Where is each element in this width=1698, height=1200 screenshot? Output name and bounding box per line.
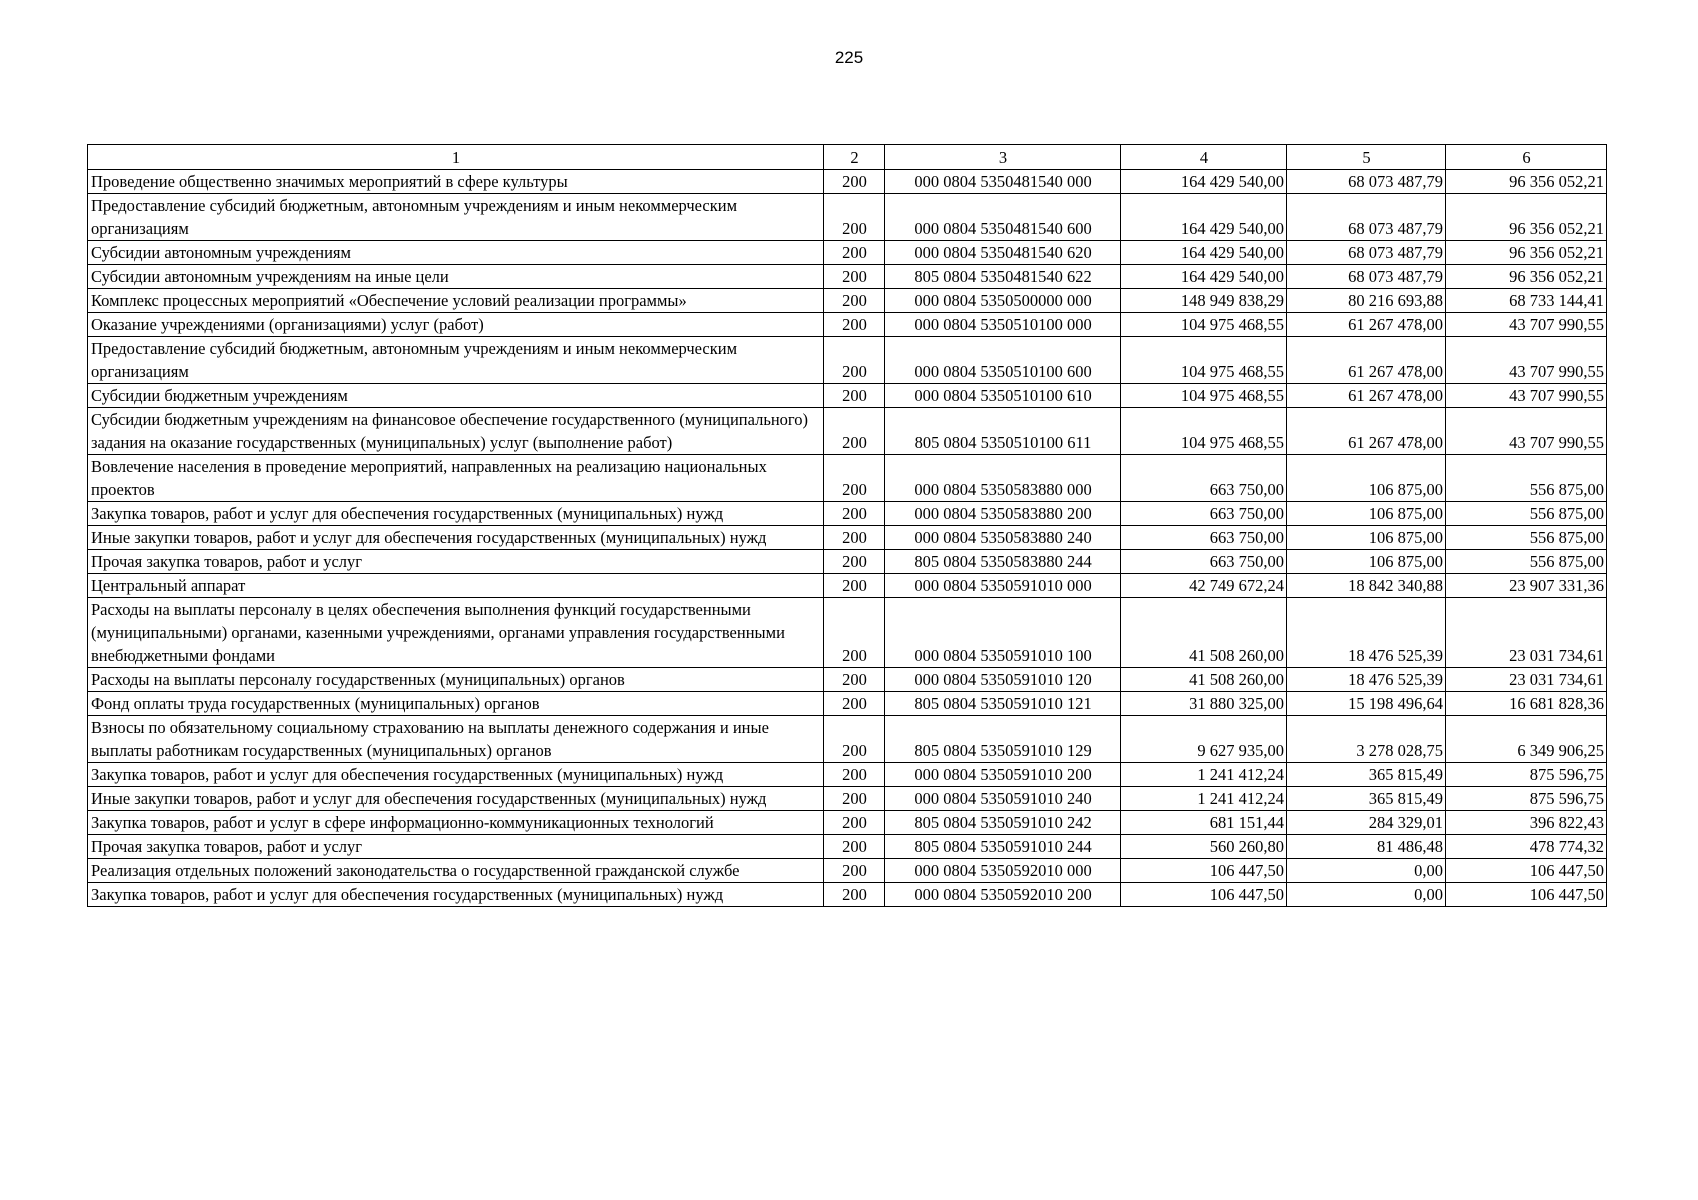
row-approved-amount-cell: 41 508 260,00: [1121, 668, 1287, 692]
row-line-code-cell: 200: [824, 859, 885, 883]
row-name-cell: Субсидии бюджетным учреждениям: [88, 384, 824, 408]
row-line-code-cell: 200: [824, 526, 885, 550]
table-row: [88, 313, 1607, 337]
table-row: [88, 502, 1607, 526]
row-name-cell: Комплекс процессных мероприятий «Обеспечение условий реализации программы»: [88, 289, 824, 313]
table-row: [88, 337, 1607, 384]
row-name-cell: Фонд оплаты труда государственных (муниципальных) органов: [88, 692, 824, 716]
row-executed-amount-cell: 68 073 487,79: [1287, 194, 1446, 241]
row-approved-amount-cell: 104 975 468,55: [1121, 313, 1287, 337]
row-unexecuted-amount-cell: 23 031 734,61: [1446, 598, 1607, 668]
column-header-4: 4: [1121, 145, 1287, 170]
row-classification-code-cell: 805 0804 5350591010 244: [885, 835, 1121, 859]
row-line-code-cell: 200: [824, 716, 885, 763]
table-row: [88, 550, 1607, 574]
row-executed-amount-cell: 81 486,48: [1287, 835, 1446, 859]
row-line-code-cell: 200: [824, 763, 885, 787]
row-name-cell: Субсидии автономным учреждениям: [88, 241, 824, 265]
row-approved-amount-cell: 663 750,00: [1121, 455, 1287, 502]
row-unexecuted-amount-cell: 96 356 052,21: [1446, 170, 1607, 194]
row-line-code-cell: 200: [824, 550, 885, 574]
row-approved-amount-cell: 1 241 412,24: [1121, 787, 1287, 811]
table-row: [88, 859, 1607, 883]
row-name-cell: Закупка товаров, работ и услуг для обеспечения государственных (муниципальных) нужд: [88, 763, 824, 787]
row-name-cell: Иные закупки товаров, работ и услуг для обеспечения государственных (муниципальных) нужд: [88, 526, 824, 550]
row-line-code-cell: 200: [824, 313, 885, 337]
row-name-cell: Оказание учреждениями (организациями) услуг (работ): [88, 313, 824, 337]
row-executed-amount-cell: 68 073 487,79: [1287, 265, 1446, 289]
row-approved-amount-cell: 31 880 325,00: [1121, 692, 1287, 716]
row-line-code-cell: 200: [824, 835, 885, 859]
row-executed-amount-cell: 0,00: [1287, 859, 1446, 883]
row-approved-amount-cell: 104 975 468,55: [1121, 408, 1287, 455]
table-row: [88, 787, 1607, 811]
table-row: [88, 526, 1607, 550]
row-name-cell: Расходы на выплаты персоналу государственных (муниципальных) органов: [88, 668, 824, 692]
table-row: [88, 763, 1607, 787]
row-classification-code-cell: 000 0804 5350510100 600: [885, 337, 1121, 384]
row-executed-amount-cell: 106 875,00: [1287, 526, 1446, 550]
row-classification-code-cell: 000 0804 5350510100 610: [885, 384, 1121, 408]
row-approved-amount-cell: 663 750,00: [1121, 550, 1287, 574]
row-executed-amount-cell: 61 267 478,00: [1287, 313, 1446, 337]
row-name-cell: Взносы по обязательному социальному страхованию на выплаты денежного содержания и иные выплаты работникам государственных (муниципальных) органов: [88, 716, 824, 763]
table-body: [88, 170, 1607, 907]
row-approved-amount-cell: 164 429 540,00: [1121, 265, 1287, 289]
row-unexecuted-amount-cell: 23 031 734,61: [1446, 668, 1607, 692]
column-header-6: 6: [1446, 145, 1607, 170]
row-line-code-cell: 200: [824, 598, 885, 668]
row-executed-amount-cell: 0,00: [1287, 883, 1446, 907]
table-row: [88, 384, 1607, 408]
row-unexecuted-amount-cell: 16 681 828,36: [1446, 692, 1607, 716]
table-row: [88, 289, 1607, 313]
row-approved-amount-cell: 106 447,50: [1121, 859, 1287, 883]
row-approved-amount-cell: 164 429 540,00: [1121, 170, 1287, 194]
row-name-cell: Прочая закупка товаров, работ и услуг: [88, 835, 824, 859]
row-approved-amount-cell: 681 151,44: [1121, 811, 1287, 835]
row-line-code-cell: 200: [824, 883, 885, 907]
table-row: [88, 170, 1607, 194]
row-classification-code-cell: 000 0804 5350481540 620: [885, 241, 1121, 265]
row-unexecuted-amount-cell: 68 733 144,41: [1446, 289, 1607, 313]
row-classification-code-cell: 000 0804 5350591010 240: [885, 787, 1121, 811]
row-classification-code-cell: 805 0804 5350583880 244: [885, 550, 1121, 574]
row-unexecuted-amount-cell: 43 707 990,55: [1446, 408, 1607, 455]
row-line-code-cell: 200: [824, 384, 885, 408]
row-line-code-cell: 200: [824, 668, 885, 692]
row-executed-amount-cell: 106 875,00: [1287, 502, 1446, 526]
row-name-cell: Проведение общественно значимых мероприятий в сфере культуры: [88, 170, 824, 194]
row-classification-code-cell: 000 0804 5350592010 200: [885, 883, 1121, 907]
row-name-cell: Реализация отдельных положений законодательства о государственной гражданской службе: [88, 859, 824, 883]
row-name-cell: Предоставление субсидий бюджетным, автономным учреждениям и иным некоммерческим организациям: [88, 337, 824, 384]
row-name-cell: Закупка товаров, работ и услуг для обеспечения государственных (муниципальных) нужд: [88, 883, 824, 907]
row-line-code-cell: 200: [824, 408, 885, 455]
row-unexecuted-amount-cell: 556 875,00: [1446, 502, 1607, 526]
table-row: [88, 574, 1607, 598]
row-approved-amount-cell: 106 447,50: [1121, 883, 1287, 907]
table-row: [88, 811, 1607, 835]
row-approved-amount-cell: 41 508 260,00: [1121, 598, 1287, 668]
table-row: [88, 692, 1607, 716]
row-unexecuted-amount-cell: 875 596,75: [1446, 787, 1607, 811]
row-executed-amount-cell: 365 815,49: [1287, 787, 1446, 811]
row-approved-amount-cell: 663 750,00: [1121, 502, 1287, 526]
table-row: [88, 194, 1607, 241]
row-classification-code-cell: 805 0804 5350591010 129: [885, 716, 1121, 763]
row-classification-code-cell: 000 0804 5350510100 000: [885, 313, 1121, 337]
budget-execution-table: [87, 144, 1607, 907]
row-classification-code-cell: 000 0804 5350591010 120: [885, 668, 1121, 692]
row-classification-code-cell: 000 0804 5350591010 200: [885, 763, 1121, 787]
row-unexecuted-amount-cell: 43 707 990,55: [1446, 337, 1607, 384]
row-name-cell: Прочая закупка товаров, работ и услуг: [88, 550, 824, 574]
table-row: [88, 598, 1607, 668]
column-header-1: 1: [88, 145, 824, 170]
row-approved-amount-cell: 104 975 468,55: [1121, 337, 1287, 384]
row-line-code-cell: 200: [824, 289, 885, 313]
row-approved-amount-cell: 164 429 540,00: [1121, 194, 1287, 241]
row-approved-amount-cell: 9 627 935,00: [1121, 716, 1287, 763]
row-unexecuted-amount-cell: 478 774,32: [1446, 835, 1607, 859]
row-approved-amount-cell: 148 949 838,29: [1121, 289, 1287, 313]
row-name-cell: Расходы на выплаты персоналу в целях обеспечения выполнения функций государственными (муниципальными) органами, казенными учреждениями, органами управления государственными внебюджетными фондами: [88, 598, 824, 668]
row-unexecuted-amount-cell: 875 596,75: [1446, 763, 1607, 787]
row-unexecuted-amount-cell: 43 707 990,55: [1446, 384, 1607, 408]
row-executed-amount-cell: 3 278 028,75: [1287, 716, 1446, 763]
row-classification-code-cell: 000 0804 5350583880 200: [885, 502, 1121, 526]
row-unexecuted-amount-cell: 106 447,50: [1446, 859, 1607, 883]
row-approved-amount-cell: 663 750,00: [1121, 526, 1287, 550]
column-header-3: 3: [885, 145, 1121, 170]
row-executed-amount-cell: 18 476 525,39: [1287, 668, 1446, 692]
row-executed-amount-cell: 365 815,49: [1287, 763, 1446, 787]
row-unexecuted-amount-cell: 556 875,00: [1446, 455, 1607, 502]
row-executed-amount-cell: 106 875,00: [1287, 455, 1446, 502]
row-approved-amount-cell: 164 429 540,00: [1121, 241, 1287, 265]
row-name-cell: Иные закупки товаров, работ и услуг для обеспечения государственных (муниципальных) нужд: [88, 787, 824, 811]
table-row: [88, 883, 1607, 907]
row-name-cell: Закупка товаров, работ и услуг в сфере информационно-коммуникационных технологий: [88, 811, 824, 835]
row-line-code-cell: 200: [824, 692, 885, 716]
row-approved-amount-cell: 42 749 672,24: [1121, 574, 1287, 598]
row-classification-code-cell: 000 0804 5350591010 000: [885, 574, 1121, 598]
row-name-cell: Вовлечение населения в проведение мероприятий, направленных на реализацию национальных проектов: [88, 455, 824, 502]
row-executed-amount-cell: 15 198 496,64: [1287, 692, 1446, 716]
page-number: 225: [834, 48, 864, 67]
row-executed-amount-cell: 61 267 478,00: [1287, 408, 1446, 455]
row-classification-code-cell: 805 0804 5350591010 121: [885, 692, 1121, 716]
row-name-cell: Центральный аппарат: [88, 574, 824, 598]
row-unexecuted-amount-cell: 106 447,50: [1446, 883, 1607, 907]
row-line-code-cell: 200: [824, 811, 885, 835]
row-line-code-cell: 200: [824, 455, 885, 502]
row-line-code-cell: 200: [824, 170, 885, 194]
row-classification-code-cell: 805 0804 5350481540 622: [885, 265, 1121, 289]
row-unexecuted-amount-cell: 556 875,00: [1446, 526, 1607, 550]
row-executed-amount-cell: 18 842 340,88: [1287, 574, 1446, 598]
table-row: [88, 265, 1607, 289]
row-executed-amount-cell: 61 267 478,00: [1287, 384, 1446, 408]
row-line-code-cell: 200: [824, 574, 885, 598]
row-classification-code-cell: 000 0804 5350481540 000: [885, 170, 1121, 194]
row-executed-amount-cell: 68 073 487,79: [1287, 241, 1446, 265]
row-line-code-cell: 200: [824, 241, 885, 265]
table-row: [88, 455, 1607, 502]
row-classification-code-cell: 000 0804 5350592010 000: [885, 859, 1121, 883]
row-executed-amount-cell: 80 216 693,88: [1287, 289, 1446, 313]
row-classification-code-cell: 000 0804 5350591010 100: [885, 598, 1121, 668]
row-classification-code-cell: 805 0804 5350510100 611: [885, 408, 1121, 455]
row-unexecuted-amount-cell: 556 875,00: [1446, 550, 1607, 574]
row-line-code-cell: 200: [824, 194, 885, 241]
row-name-cell: Предоставление субсидий бюджетным, автономным учреждениям и иным некоммерческим организациям: [88, 194, 824, 241]
column-header-5: 5: [1287, 145, 1446, 170]
row-executed-amount-cell: 106 875,00: [1287, 550, 1446, 574]
row-name-cell: Закупка товаров, работ и услуг для обеспечения государственных (муниципальных) нужд: [88, 502, 824, 526]
row-unexecuted-amount-cell: 396 822,43: [1446, 811, 1607, 835]
row-line-code-cell: 200: [824, 787, 885, 811]
row-approved-amount-cell: 1 241 412,24: [1121, 763, 1287, 787]
row-unexecuted-amount-cell: 96 356 052,21: [1446, 194, 1607, 241]
row-unexecuted-amount-cell: 96 356 052,21: [1446, 265, 1607, 289]
row-executed-amount-cell: 68 073 487,79: [1287, 170, 1446, 194]
row-line-code-cell: 200: [824, 502, 885, 526]
row-name-cell: Субсидии бюджетным учреждениям на финансовое обеспечение государственного (муниципального) задания на оказание государственных (муниципальных) услуг (выполнение работ): [88, 408, 824, 455]
table-row: [88, 241, 1607, 265]
row-executed-amount-cell: 18 476 525,39: [1287, 598, 1446, 668]
row-classification-code-cell: 000 0804 5350583880 240: [885, 526, 1121, 550]
table-row: [88, 668, 1607, 692]
row-unexecuted-amount-cell: 96 356 052,21: [1446, 241, 1607, 265]
row-classification-code-cell: 805 0804 5350591010 242: [885, 811, 1121, 835]
column-header-2: 2: [824, 145, 885, 170]
row-approved-amount-cell: 560 260,80: [1121, 835, 1287, 859]
row-line-code-cell: 200: [824, 337, 885, 384]
table-row: [88, 835, 1607, 859]
row-approved-amount-cell: 104 975 468,55: [1121, 384, 1287, 408]
row-unexecuted-amount-cell: 6 349 906,25: [1446, 716, 1607, 763]
row-unexecuted-amount-cell: 23 907 331,36: [1446, 574, 1607, 598]
table-row: [88, 408, 1607, 455]
row-unexecuted-amount-cell: 43 707 990,55: [1446, 313, 1607, 337]
row-executed-amount-cell: 284 329,01: [1287, 811, 1446, 835]
row-classification-code-cell: 000 0804 5350583880 000: [885, 455, 1121, 502]
row-classification-code-cell: 000 0804 5350481540 600: [885, 194, 1121, 241]
row-line-code-cell: 200: [824, 265, 885, 289]
row-name-cell: Субсидии автономным учреждениям на иные цели: [88, 265, 824, 289]
table-row: [88, 716, 1607, 763]
row-classification-code-cell: 000 0804 5350500000 000: [885, 289, 1121, 313]
column-number-row: [88, 145, 1607, 170]
row-executed-amount-cell: 61 267 478,00: [1287, 337, 1446, 384]
